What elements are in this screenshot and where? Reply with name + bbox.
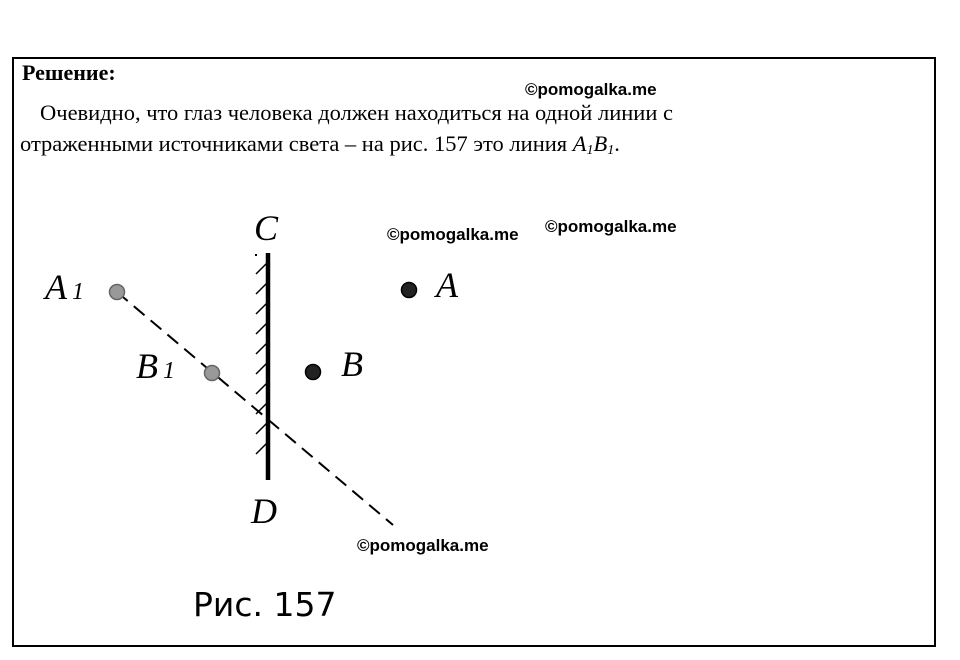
label-a1-letter: A — [45, 267, 67, 307]
solution-heading: Решение: — [22, 60, 116, 85]
label-c: C — [254, 208, 279, 248]
label-a: A — [436, 265, 458, 305]
line-b1-sub: 1 — [607, 143, 615, 158]
label-b: B — [341, 344, 363, 384]
label-b1-letter: B — [136, 346, 158, 386]
figure-caption: Рис. 157 — [193, 585, 337, 624]
line-b1-letter: B — [593, 131, 608, 156]
line-a1-sub: 1 — [586, 143, 594, 158]
point-a — [402, 283, 417, 298]
watermark: ©pomogalka.me — [545, 217, 677, 236]
point-b — [306, 365, 321, 380]
watermark: ©pomogalka.me — [525, 80, 657, 99]
line-2-suffix: . — [614, 131, 620, 156]
paragraph-line-1: Очевидно, что глаз человека должен находиться на одной линии с — [40, 100, 673, 125]
line-a1-letter: A — [572, 131, 587, 156]
watermark: ©pomogalka.me — [387, 225, 519, 244]
label-b1-sub: 1 — [163, 358, 175, 384]
label-d: D — [251, 491, 277, 531]
point-b1 — [205, 366, 220, 381]
watermark: ©pomogalka.me — [357, 536, 489, 555]
label-a1-sub: 1 — [72, 279, 84, 305]
paragraph-line-2: отраженными источниками света – на рис. 157 это линия — [20, 131, 573, 156]
point-a1 — [110, 285, 125, 300]
